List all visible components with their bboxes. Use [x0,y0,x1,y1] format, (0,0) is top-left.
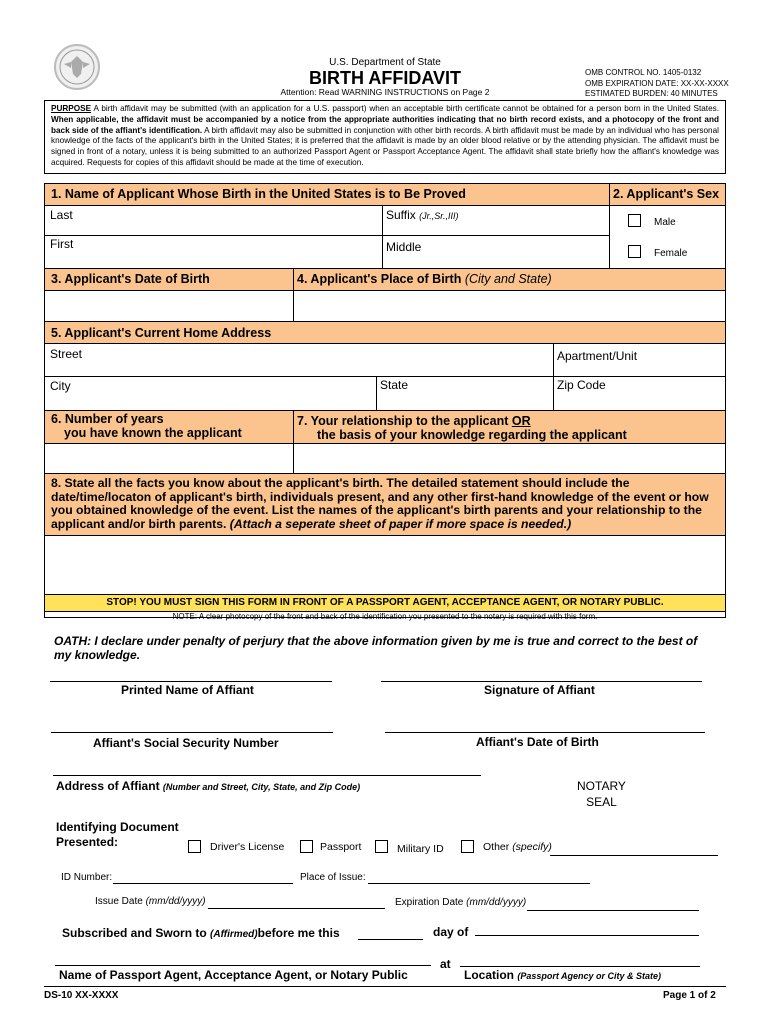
issue-date-line[interactable] [208,908,385,909]
suffix-label: Suffix [386,208,416,222]
relationship-input[interactable] [294,444,725,473]
drivers-license-checkbox[interactable] [188,840,201,853]
other-specify-line[interactable] [550,855,718,856]
month-year-line[interactable] [475,935,699,936]
printed-name-line[interactable] [50,681,332,682]
date-of-birth-input[interactable] [45,291,293,321]
section7-heading: 7. Your relationship to the applicant OR the basis of your knowledge regarding the applicant [297,414,627,442]
purpose-text-1: A birth affidavit may be submitted (with an application for a U.S. passport) when an acceptable birth certificate cannot be obtained for a person born in the United States. [91,104,719,113]
stop-banner: STOP! YOU MUST SIGN THIS FORM IN FRONT OF A PASSPORT AGENT, ACCEPTANCE AGENT, OR NOTARY PUBLIC. [45,595,725,611]
male-label: Male [654,217,676,228]
omb-control: OMB CONTROL NO. 1405-0132 [585,68,702,77]
id-number-label: ID Number: [61,872,113,883]
drivers-license-label: Driver's License [210,841,285,853]
last-name-field[interactable]: Last [50,208,73,222]
place-of-issue-label: Place of Issue: [300,872,366,883]
middle-name-field[interactable]: Middle [386,240,422,254]
notary-seal-label: NOTARY SEAL [577,779,626,809]
subscribed-label: Subscribed and Sworn to (Affirmed)before me this [62,926,340,940]
affiant-dob-label: Affiant's Date of Birth [476,735,599,749]
suffix-hint: (Jr.,Sr.,III) [419,211,459,221]
printed-name-label: Printed Name of Affiant [121,683,254,697]
day-of-label: day of [433,925,469,939]
other-checkbox[interactable] [461,840,474,853]
ssn-label: Affiant's Social Security Number [93,736,279,750]
oath-text: OATH: I declare under penalty of perjury that the above information given by me is true and correct to the best of my knowledge. [54,634,698,662]
state-field[interactable]: State [380,378,409,392]
expiration-date-label: Expiration Date (mm/dd/yyyy) [395,897,527,908]
issue-date-label: Issue Date (mm/dd/yyyy) [95,896,206,907]
at-label: at [440,957,451,971]
place-of-birth-input[interactable] [294,291,725,321]
section8-heading: 8. State all the facts you know about the applicant's birth. The detailed statement should include the date/time/locaton of applicant's birth, individuals present, and any other first-hand knowledge of the event or how you obtained knowledge of the event. List the names of the applicant's birth parents and your relationship to the applicant and/or birth parents. (Attach a seperate sheet of paper if more space is needed.) [51,476,709,531]
omb-info [585,68,729,100]
years-known-input[interactable] [45,444,293,473]
section5-heading: 5. Applicant's Current Home Address [51,326,272,340]
signature-label: Signature of Affiant [484,683,595,697]
department-name: U.S. Department of State [329,57,441,68]
id-number-line[interactable] [113,883,293,884]
expiration-date-line[interactable] [527,910,699,911]
purpose-text-2: A birth affidavit may also be submitted in conjunction with other birth records. A birth affidavit must be made by an individual who has personal knowledge of the facts of the applicant's birth in the United States; it is preferred that the affidavit is made by an older blood relative or by the attending physician. The affidavit must be signed in front of a notary, unless it is being submitted to an authorized Passport Agent or Passport Acceptance Agent. The affidavit shall state briefly how the affiant's knowledge was acquired. Requests for copies of this affidavit should be made at the time of execution. [51,125,719,167]
female-checkbox[interactable] [628,245,641,258]
section2-heading: 2. Applicant's Sex [613,187,720,201]
omb-expiration: OMB EXPIRATION DATE: XX-XX-XXXX [585,78,729,88]
address-label: Address of Affiant (Number and Street, City, State, and Zip Code) [56,779,361,793]
agent-name-line[interactable] [55,965,431,966]
female-label: Female [654,248,688,259]
attention-note: Attention: Read WARNING INSTRUCTIONS on Page 2 [280,87,490,97]
male-checkbox[interactable] [628,214,641,227]
street-field[interactable]: Street [50,347,83,361]
location-label: Location (Passport Agency or City & State) [464,968,662,982]
apartment-field[interactable]: Apartment/Unit [557,349,638,363]
footer-divider [44,986,726,987]
other-label: Other (specify) [483,841,552,853]
form-id: DS-10 XX-XXXX [44,990,119,1001]
signature-line[interactable] [381,681,702,682]
first-name-field[interactable]: First [50,237,74,251]
city-field[interactable]: City [50,379,71,393]
military-id-label: Military ID [397,843,444,855]
passport-label: Passport [320,841,362,853]
id-document-label: Identifying Document Presented: [56,820,179,849]
military-id-checkbox[interactable] [375,840,388,853]
agent-name-label: Name of Passport Agent, Acceptance Agent, or Notary Public [59,968,408,982]
birth-facts-textarea[interactable] [45,536,725,594]
applicant-form [44,183,726,621]
purpose-label: PURPOSE [51,104,92,113]
suffix-field[interactable] [386,208,458,222]
section4-heading: 4. Applicant's Place of Birth (City and State) [297,272,552,286]
note-text: NOTE: A clear photocopy of the front and back of the identification you presented to the notary is required with this form. [172,612,598,621]
page-number: Page 1 of 2 [663,990,716,1001]
purpose-bold-text: When applicable, the affidavit must be accompanied by a notice from the appropriate authorities indicating that no birth record exists, and a photocopy of the front and back side of the affiant's identification. [51,114,719,135]
form-title: BIRTH AFFIDAVIT [309,68,461,88]
place-of-issue-line[interactable] [368,883,590,884]
address-line[interactable] [53,775,481,776]
section6-heading: 6. Number of years you have known the applicant [51,412,242,440]
ssn-line[interactable] [51,732,333,733]
location-line[interactable] [460,966,700,967]
section3-heading: 3. Applicant's Date of Birth [51,272,210,286]
dob-line[interactable] [385,732,705,733]
section1-heading: 1. Name of Applicant Whose Birth in the United States is to Be Proved [51,187,466,201]
purpose-box [44,100,726,174]
estimated-burden: ESTIMATED BURDEN: 40 MINUTES [585,89,718,98]
day-line[interactable] [358,939,423,940]
zip-code-field[interactable]: Zip Code [557,378,606,392]
passport-checkbox[interactable] [300,840,313,853]
